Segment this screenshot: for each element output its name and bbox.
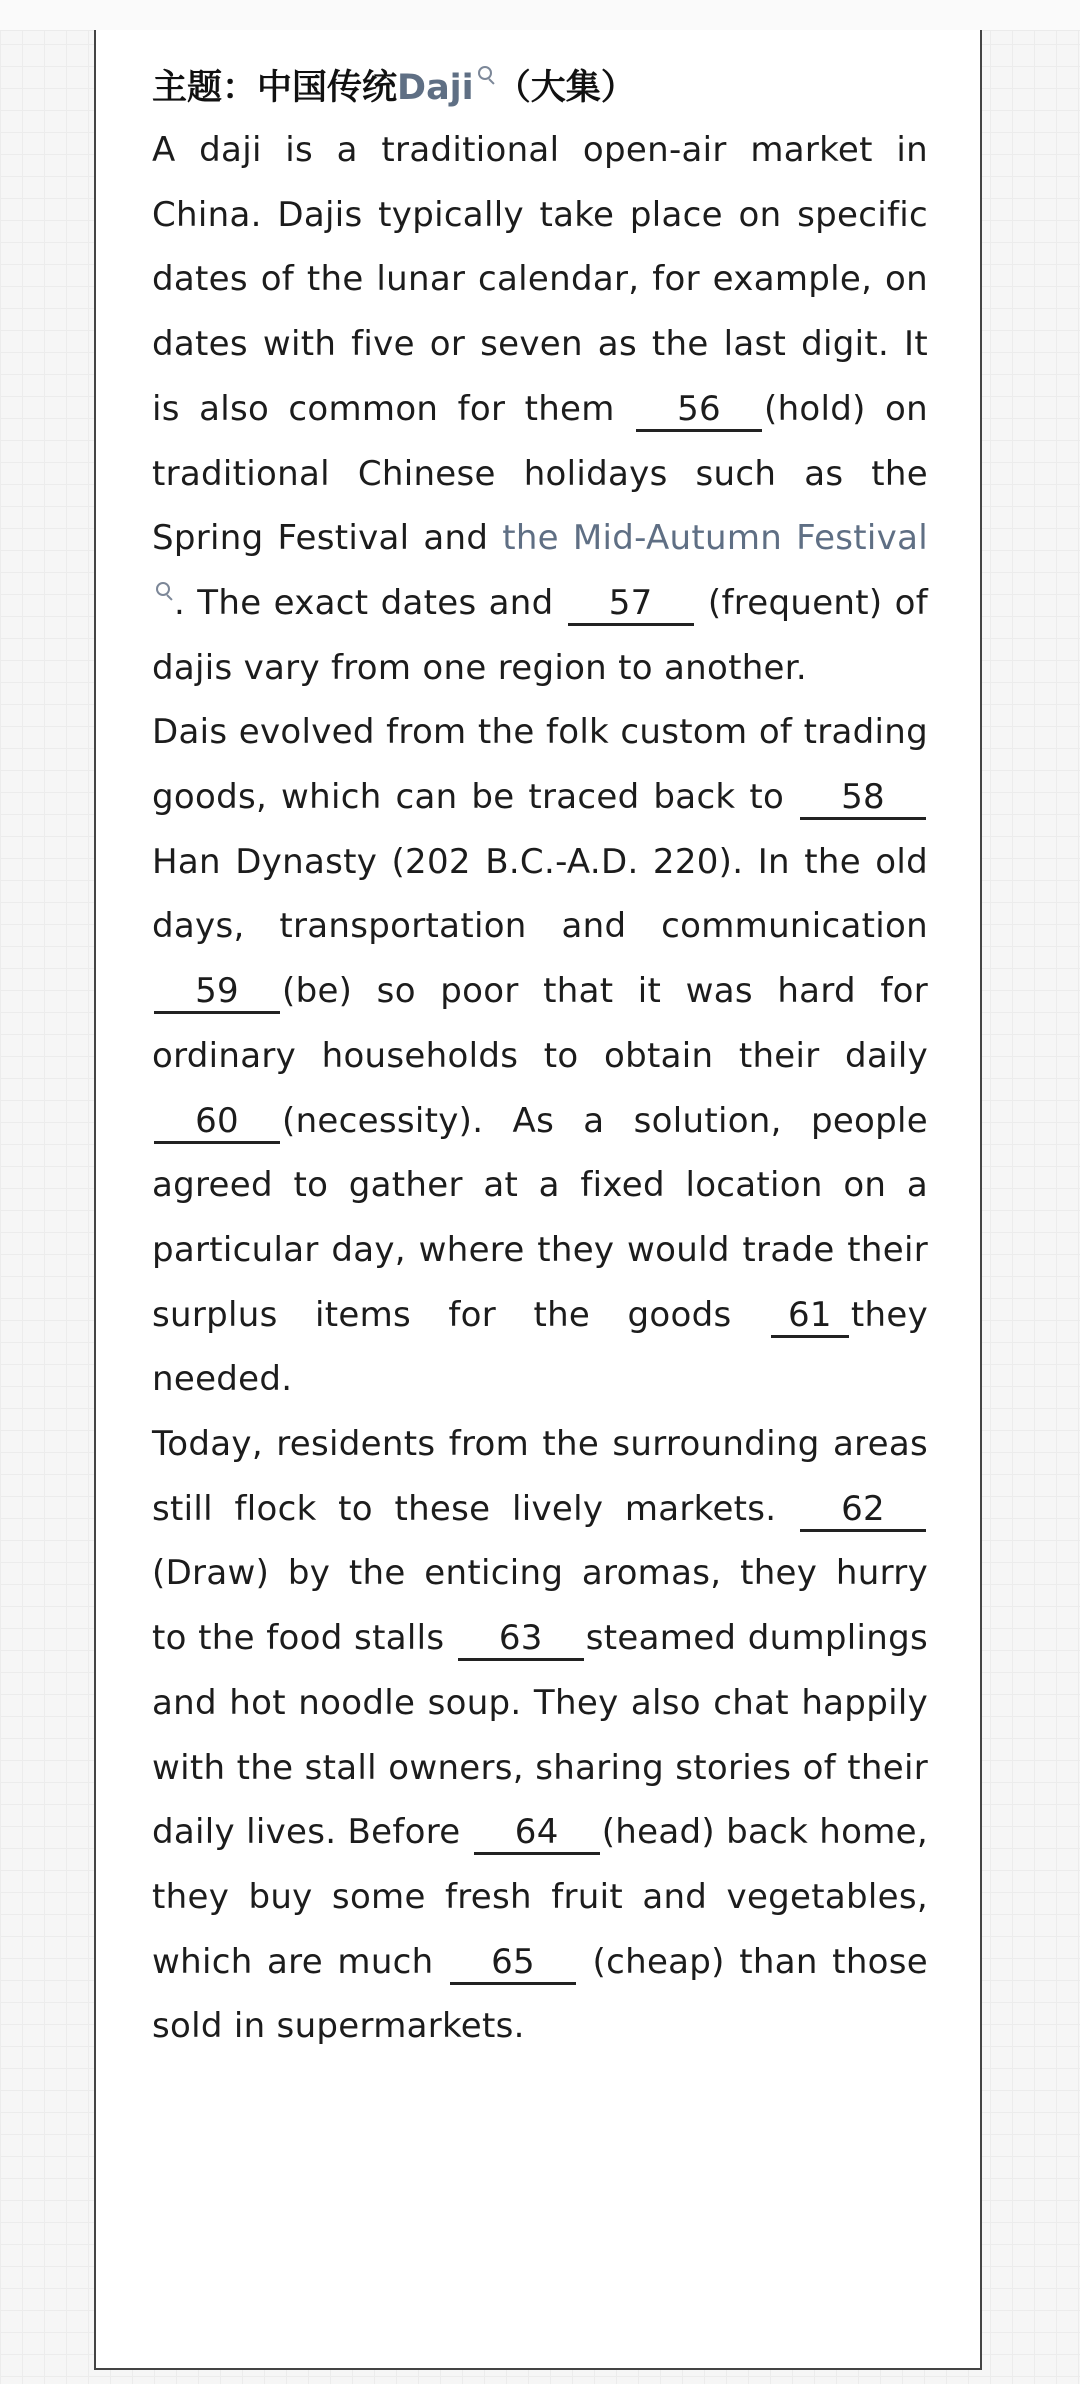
paragraph-3 [152,1412,928,2059]
title-prefix: 主题：中国传统 [152,68,398,108]
blank-57[interactable]: 57 [568,583,694,626]
blank-63[interactable]: 63 [458,1618,584,1661]
search-icon[interactable] [154,580,174,602]
paragraph-text: (be) so poor that it was hard for ordinary households to obtain their daily [152,971,928,1076]
paragraph-text: (necessity). As a solution, people agreed to gather at a fixed location on a particular day, where they would trade their surplus items for the goods [152,1100,928,1335]
blank-58[interactable]: 58 [800,777,926,820]
blank-61[interactable]: 61 [771,1295,849,1338]
paragraph-text: Today, residents from the surrounding areas still flock to these lively markets. [152,1424,928,1529]
article-card [94,30,982,2370]
paragraph-text: (head) back home, they buy some fresh fruit and vegetables, which are much [152,1812,928,1982]
paragraph-text: steamed dumplings and hot noodle soup. They also chat happily with the stall owners, sharing stories of their daily lives. Before [152,1618,928,1853]
title-keyword-link[interactable]: Daji [397,68,474,108]
paragraph-1 [152,118,928,700]
paragraph-text: (frequent) of dajis vary from one region to another. [152,582,929,688]
paragraph-text: Han Dynasty (202 B.C.-A.D. 220). In the old days, transportation and communication [152,841,928,947]
paragraph-text: Dais evolved from the folk custom of trading goods, which can be traced back to [152,712,928,818]
top-strip [0,0,1080,31]
search-icon[interactable] [476,64,496,86]
paragraph-text: . The exact dates and [174,582,554,623]
paragraph-text: they needed. [152,1294,929,1400]
keyword-link-mid-autumn[interactable]: the Mid-Autumn Festival [502,518,928,559]
paragraph-text: (hold) on traditional Chinese holidays such as the Spring Festival and [152,388,928,559]
page-title [152,58,928,118]
paragraph-text: (Draw) by the enticing aromas, they hurry to the food stalls [152,1553,928,1659]
paragraph-2 [152,700,928,1412]
blank-62[interactable]: 62 [800,1489,926,1532]
blank-65[interactable]: 65 [450,1942,576,1985]
blank-56[interactable]: 56 [636,389,762,432]
blank-60[interactable]: 60 [154,1101,280,1144]
title-suffix: （大集） [495,68,636,108]
paragraph-text: A daji is a traditional open-air market in China. Dajis typically take place on specific dates of the lunar calendar, for example, on dates with five or seven as the last digit. It is also common for them [152,130,928,429]
article-content [152,58,928,2059]
blank-64[interactable]: 64 [474,1812,600,1855]
paragraph-text: (cheap) than those sold in supermarkets. [152,1941,929,2047]
blank-59[interactable]: 59 [154,971,280,1014]
